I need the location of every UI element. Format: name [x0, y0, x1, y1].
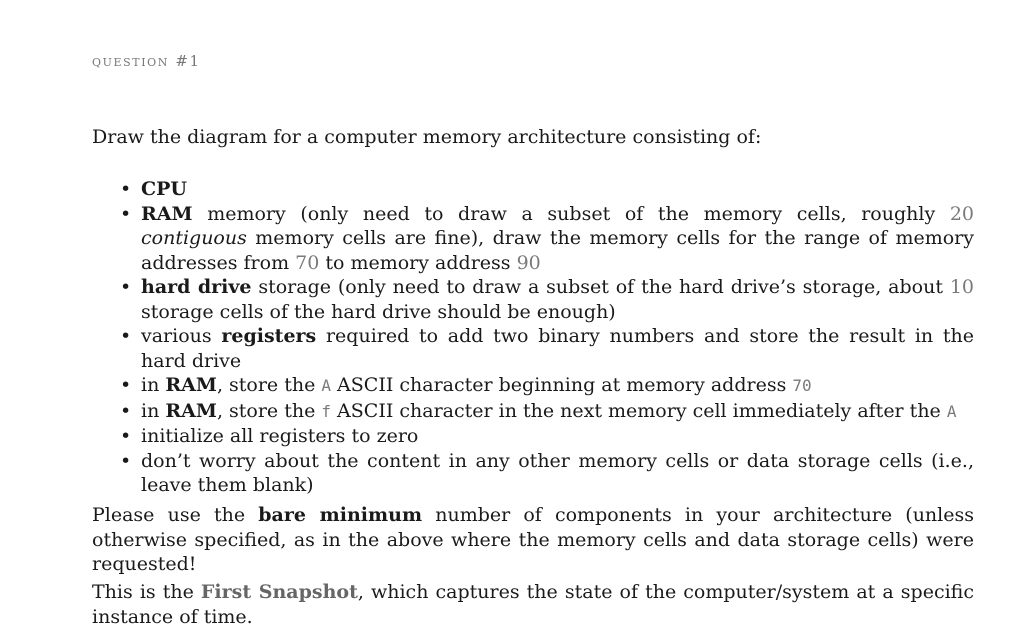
- bare-minimum-paragraph: [92, 503, 974, 577]
- store-a-text-2: , store the: [216, 374, 322, 396]
- store-a-address-code: 70: [792, 376, 812, 395]
- store-a-char-code: A: [321, 376, 332, 395]
- intro-text: Draw the diagram for a computer memory architecture consisting of:: [92, 126, 762, 148]
- snapshot-paragraph: [92, 580, 974, 629]
- list-item-hard-drive: [141, 275, 974, 324]
- requirements-list: [92, 177, 974, 498]
- list-item-leave-blank: • don’t worry about the content in any other memory cells or data storage cells (i.e., leave them blank): [141, 449, 974, 498]
- list-item-registers: [141, 324, 974, 373]
- hdd-text-2: storage cells of the hard drive should be enough): [141, 300, 616, 323]
- hard-drive-term: hard drive: [141, 276, 252, 298]
- store-a-text-1: in: [141, 374, 166, 396]
- list-item-init-registers: • initialize all registers to zero: [141, 424, 974, 449]
- question-heading-number: #1: [175, 52, 201, 70]
- para2-text-1: Please use the: [92, 504, 259, 526]
- registers-text-2: required to add two binary numbers and store the result in the hard drive: [141, 325, 975, 372]
- ram-text-4: to memory address: [319, 251, 517, 274]
- hdd-count: 10: [949, 276, 975, 298]
- ram-start-address: 70: [295, 251, 320, 274]
- ram-text-1: memory (only need to draw a subset of the memory cells, roughly: [192, 202, 950, 225]
- list-item-ram: [141, 202, 974, 276]
- store-f-text-2: , store the: [216, 399, 322, 422]
- list-item-store-f: [141, 399, 974, 425]
- store-f-text-3: ASCII character in the next memory cell immediately after the: [331, 399, 947, 422]
- store-a-text-3: ASCII character beginning at memory address: [331, 374, 793, 396]
- registers-text-1: various: [141, 325, 222, 347]
- ram-count: 20: [949, 202, 974, 225]
- para2-text-2: number of components in your architecture (unless otherwise specified, as in the above where the memory cells and data storage cells) were requested!: [92, 504, 974, 575]
- store-f-text-1: in: [141, 399, 166, 422]
- hdd-text-1: storage (only need to draw a subset of the hard drive’s storage, about: [251, 276, 950, 298]
- para3-text-2: , which captures the state of the computer/system at a specific instance of time.: [92, 581, 974, 628]
- ram-text-3: memory cells are fine), draw the memory cells for the range of memory addresses from: [141, 227, 974, 274]
- question-heading-label: question: [92, 52, 169, 70]
- ram-term: RAM: [141, 202, 193, 225]
- first-snapshot-term: First Snapshot: [200, 581, 358, 603]
- bare-minimum-term: bare minimum: [258, 504, 423, 526]
- store-f-char-code: f: [321, 401, 332, 421]
- question-heading: [92, 52, 201, 70]
- store-a-ram-term: RAM: [165, 374, 217, 396]
- ram-end-address: 90: [516, 251, 541, 274]
- list-item-store-a: [141, 373, 974, 399]
- registers-term: registers: [221, 325, 317, 347]
- cpu-term: CPU: [141, 178, 187, 200]
- store-f-ram-term: RAM: [165, 399, 217, 422]
- store-f-after-char-code: A: [946, 401, 957, 421]
- para3-text-1: This is the: [92, 581, 201, 603]
- ram-emphasis: contiguous: [141, 227, 247, 249]
- list-item-cpu: [141, 177, 974, 202]
